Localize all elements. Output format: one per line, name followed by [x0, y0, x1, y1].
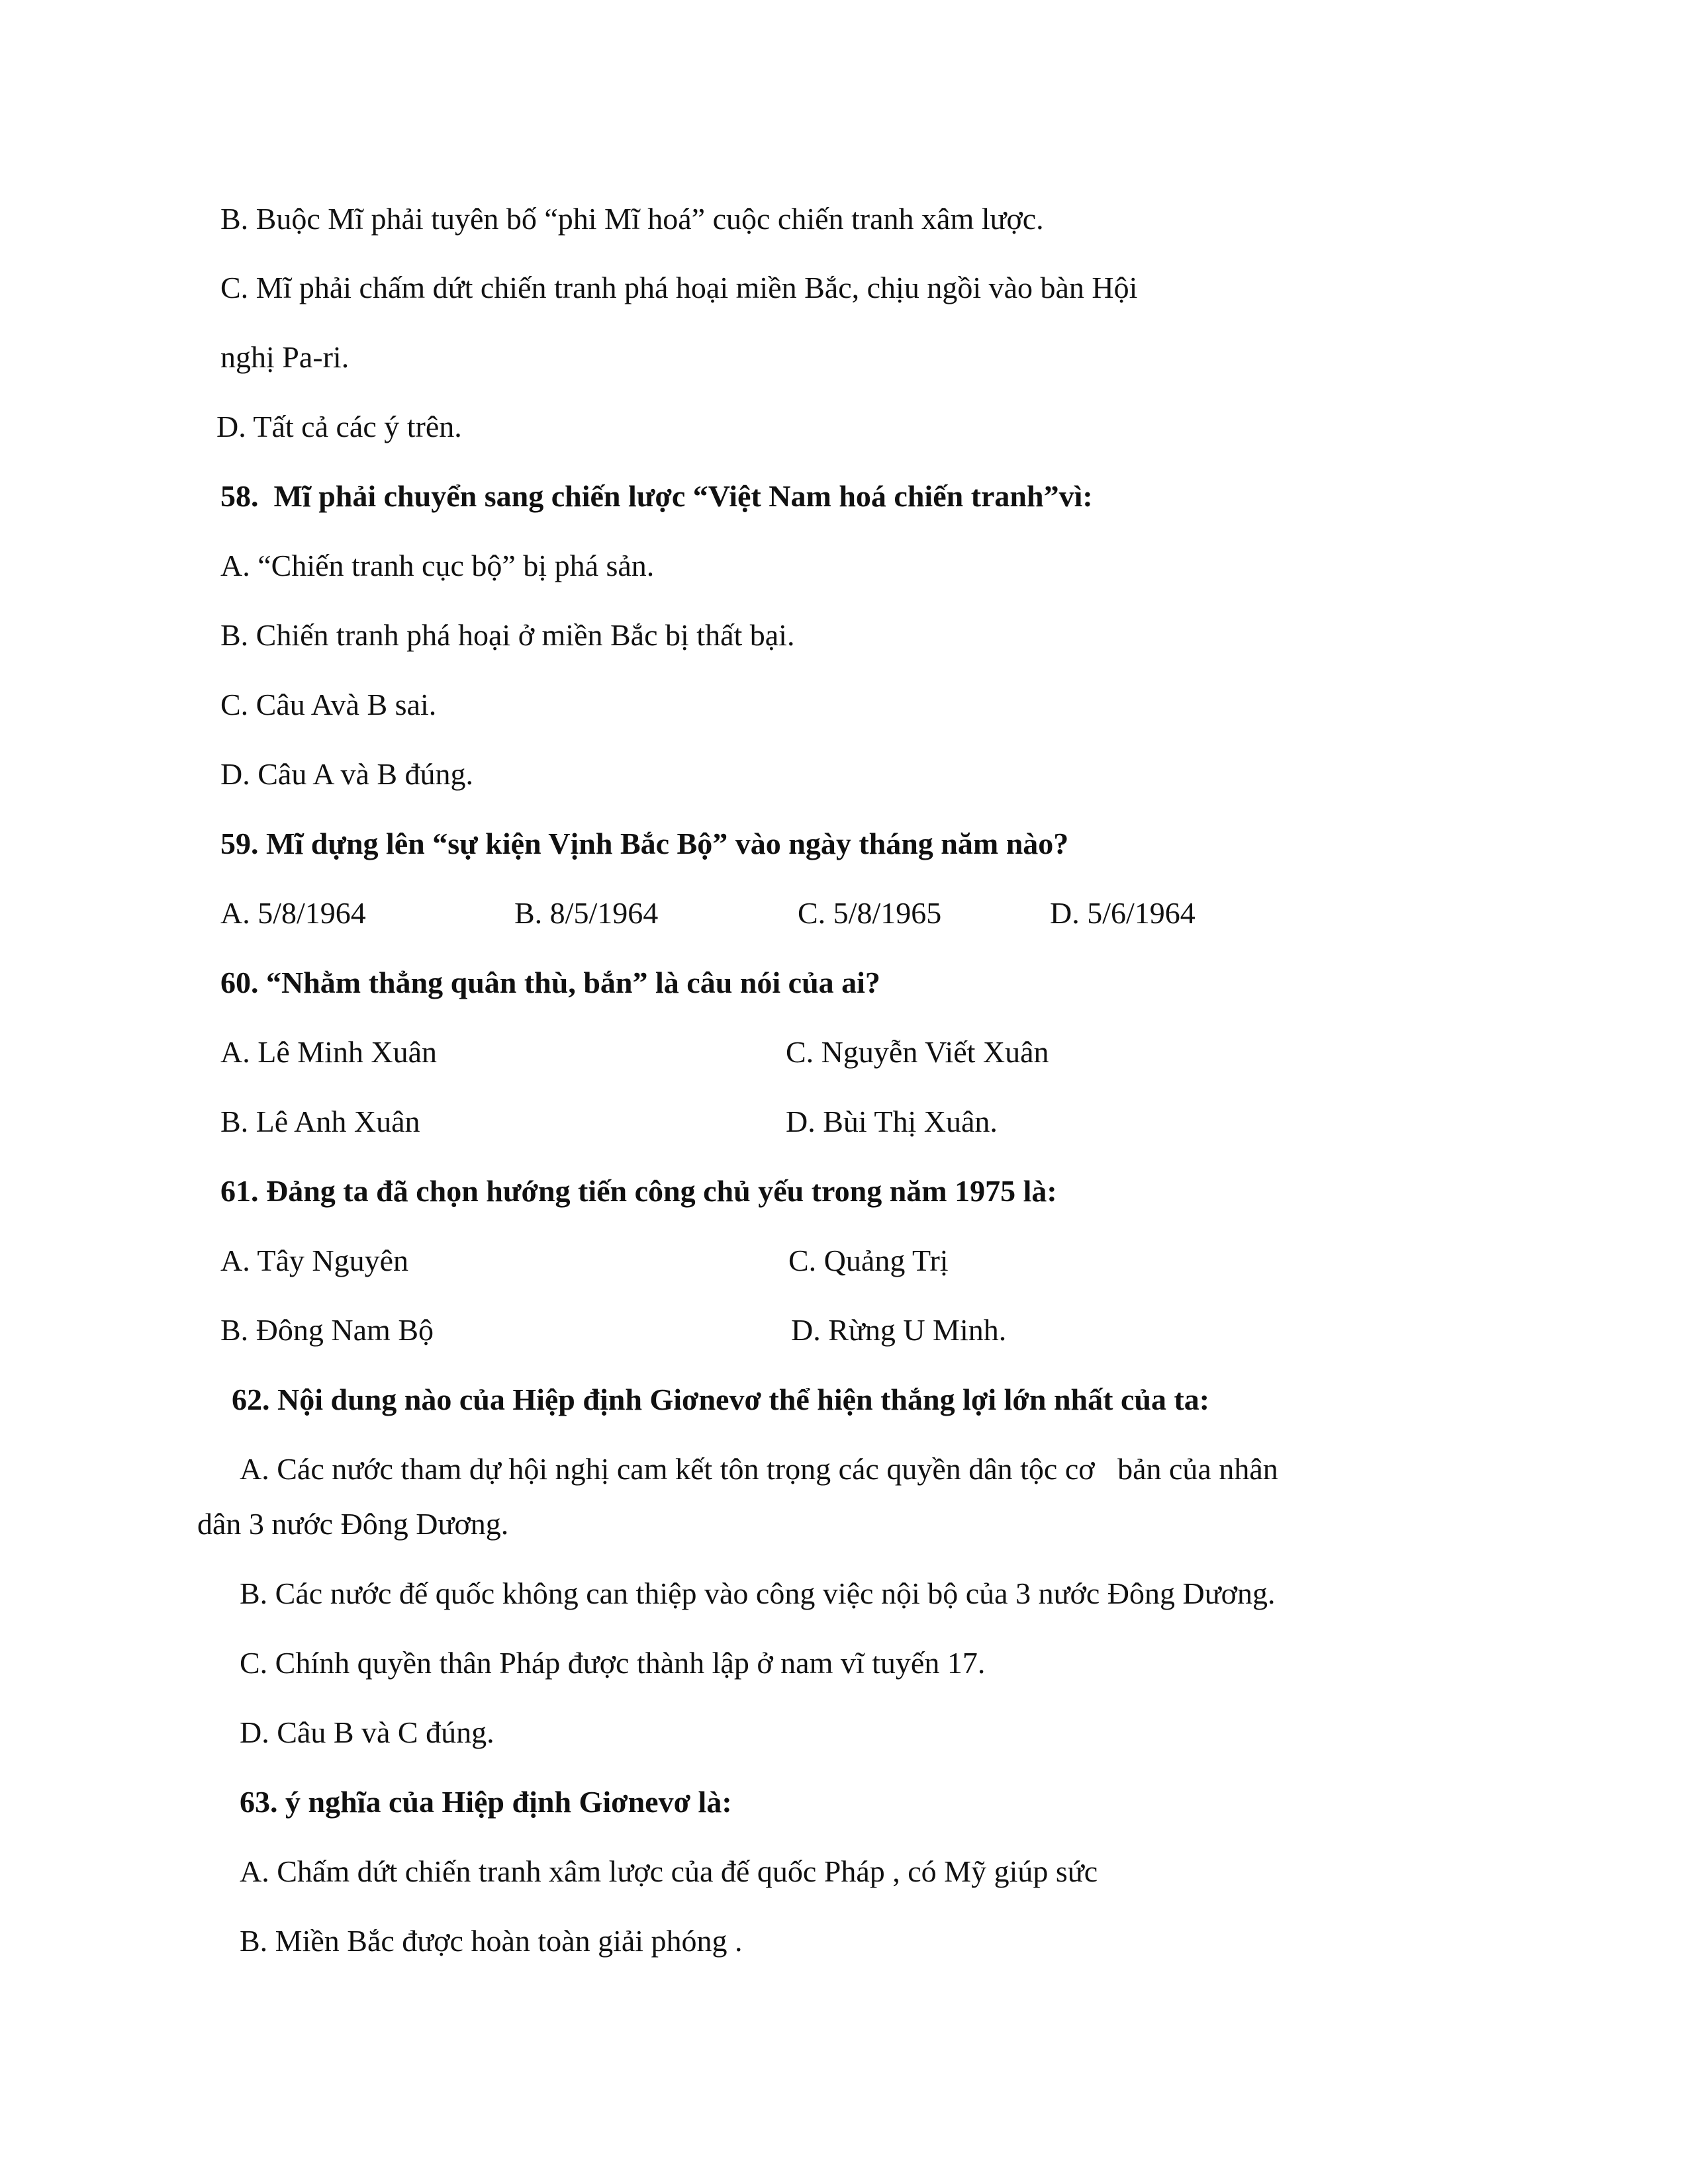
answer-option-b-prev: B. Buộc Mĩ phải tuyên bố “phi Mĩ hoá” cuộc chiến tranh xâm lược.	[220, 202, 1044, 236]
q58-option-d: D. Câu A và B đúng.	[220, 757, 474, 791]
q62-option-a: A. Các nước tham dự hội nghị cam kết tôn trọng các quyền dân tộc cơ bản của nhân	[240, 1452, 1278, 1486]
q61-option-b: B. Đông Nam Bộ	[220, 1313, 434, 1347]
q60-option-b: B. Lê Anh Xuân	[220, 1105, 420, 1138]
q63-option-b: B. Miền Bắc được hoàn toàn giải phóng .	[240, 1924, 743, 1958]
q59-option-c: C. 5/8/1965	[798, 896, 942, 930]
q58-option-a: A. “Chiến tranh cục bộ” bị phá sản.	[220, 549, 655, 582]
question-62: 62. Nội dung nào của Hiệp định Giơnevơ thể hiện thắng lợi lớn nhất của ta:	[232, 1383, 1210, 1416]
q60-option-d: D. Bùi Thị Xuân.	[786, 1105, 998, 1138]
q58-option-b: B. Chiến tranh phá hoại ở miền Bắc bị thất bại.	[220, 618, 795, 652]
q62-option-b: B. Các nước đế quốc không can thiệp vào công việc nội bộ của 3 nước Đông Dương.	[240, 1576, 1276, 1610]
answer-option-c-prev: C. Mĩ phải chấm dứt chiến tranh phá hoại miền Bắc, chịu ngồi vào bàn Hội	[220, 271, 1138, 304]
question-63: 63. ý nghĩa của Hiệp định Giơnevơ là:	[240, 1785, 732, 1819]
question-59: 59. Mĩ dựng lên “sự kiện Vịnh Bắc Bộ” vào ngày tháng năm nào?	[220, 827, 1069, 860]
q62-option-c: C. Chính quyền thân Pháp được thành lập ở nam vĩ tuyến 17.	[240, 1646, 986, 1680]
q60-option-c: C. Nguyễn Viết Xuân	[786, 1035, 1049, 1069]
q61-option-d: D. Rừng U Minh.	[791, 1313, 1007, 1347]
q61-option-a: A. Tây Nguyên	[220, 1244, 409, 1277]
q63-option-a: A. Chấm dứt chiến tranh xâm lược của đế quốc Pháp , có Mỹ giúp sức	[240, 1854, 1098, 1888]
answer-option-c-prev-cont: nghị Pa-ri.	[220, 340, 350, 374]
q59-option-b: B. 8/5/1964	[514, 896, 659, 930]
q62-option-d: D. Câu B và C đúng.	[240, 1715, 494, 1749]
answer-option-d-prev: D. Tất cả các ý trên.	[216, 410, 462, 443]
q60-option-a: A. Lê Minh Xuân	[220, 1035, 438, 1069]
q62-option-a-cont: dân 3 nước Đông Dương.	[197, 1507, 509, 1541]
q59-option-a: A. 5/8/1964	[220, 896, 366, 930]
q58-option-c: C. Câu Avà B sai.	[220, 688, 437, 721]
question-58: 58. Mĩ phải chuyển sang chiến lược “Việt Nam hoá chiến tranh”vì:	[220, 479, 1093, 513]
q59-option-d: D. 5/6/1964	[1050, 896, 1196, 930]
q61-option-c: C. Quảng Trị	[788, 1244, 949, 1277]
question-60: 60. “Nhằm thẳng quân thù, bắn” là câu nói của ai?	[220, 966, 880, 999]
question-61: 61. Đảng ta đã chọn hướng tiến công chủ yếu trong năm 1975 là:	[220, 1174, 1057, 1208]
